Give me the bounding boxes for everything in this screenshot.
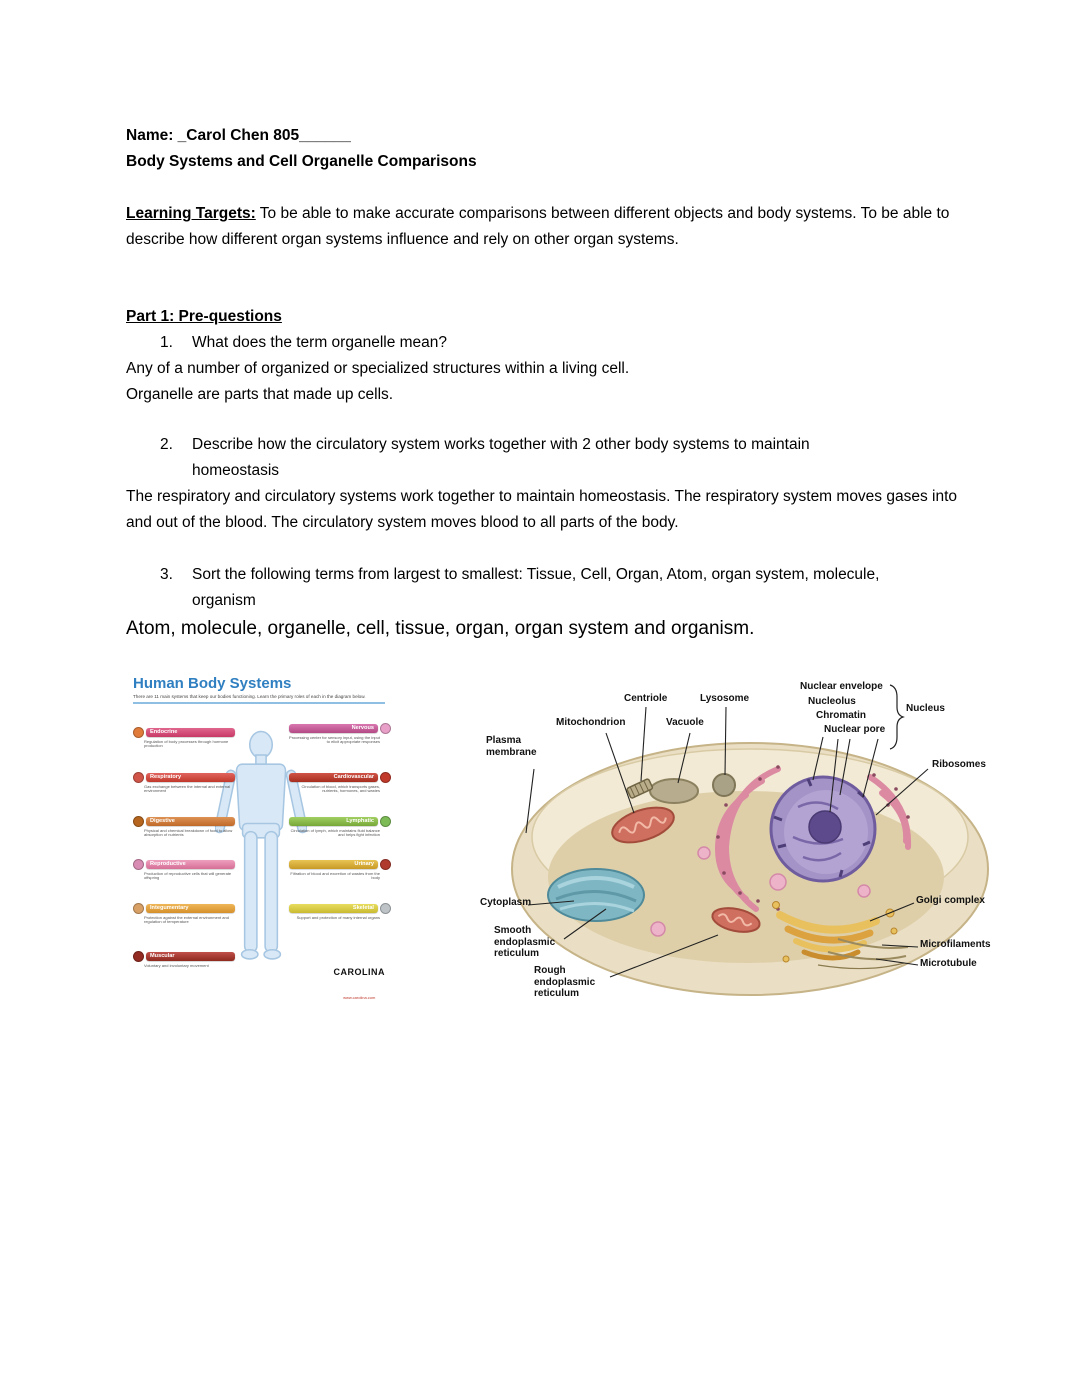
golgi-complex-label: Golgi complex (916, 895, 985, 906)
system-lymphatic (289, 816, 391, 838)
carolina-logo (334, 959, 386, 1011)
poster-subtitle: There are 11 main systems that keep our bodies functioning. Learn the primary roles of each in the diagram below. (133, 694, 366, 699)
cardiovascular-desc: Circulation of blood, which transports gases, nutrients, hormones, and wastes (301, 783, 380, 794)
microfilaments-label: Microfilaments (920, 939, 991, 950)
nucleus-label: Nucleus (906, 703, 945, 714)
muscular-label: Muscular (146, 952, 235, 961)
respiratory-icon (133, 772, 144, 783)
urinary-label: Urinary (289, 860, 378, 869)
digestive-icon (133, 816, 144, 827)
learning-targets-paragraph (126, 201, 961, 253)
poster-body (133, 715, 391, 1013)
images-row (126, 675, 991, 1017)
respiratory-label: Respiratory (146, 773, 235, 782)
animal-cell-diagram (478, 677, 1010, 1017)
name-line: Name: _Carol Chen 805______ (126, 127, 351, 144)
skeletal-icon (380, 903, 391, 914)
document-page (126, 123, 991, 1017)
endocrine-icon (133, 727, 144, 738)
ribosomes-label: Ribosomes (932, 759, 986, 770)
muscular-desc: Voluntary and involuntary movement (144, 962, 209, 968)
answer-1-line-1: Any of a number of organized or specialized structures within a living cell. (126, 360, 630, 377)
question-2-text: Describe how the circulatory system works together with 2 other body systems to maintain homeostasis (192, 436, 810, 479)
lymphatic-label: Lymphatic (289, 817, 378, 826)
cardiovascular-label: Cardiovascular (289, 773, 378, 782)
cytoplasm-label: Cytoplasm (480, 897, 532, 908)
system-respiratory (133, 772, 235, 794)
body-systems-poster (133, 675, 391, 1013)
skeletal-label: Skeletal (289, 904, 378, 913)
skeletal-desc: Support and protection of many internal organs (296, 914, 380, 920)
human-body-silhouette (215, 729, 307, 974)
system-integumentary (133, 903, 235, 925)
question-3-text: Sort the following terms from largest to smallest: Tissue, Cell, Organ, Atom, organ system, molecule, organism (192, 566, 880, 609)
system-skeletal (289, 903, 391, 920)
reproductive-label: Reproductive (146, 860, 235, 869)
cardiovascular-icon (380, 772, 391, 783)
nuclear-envelope-label: Nuclear envelope (800, 681, 883, 692)
reproductive-icon (133, 859, 144, 870)
learning-targets-label: Learning Targets: (126, 205, 256, 222)
digestive-desc: Physical and chemical breakdown of food to allow absorption of nutrients (144, 827, 233, 838)
muscular-icon (133, 951, 144, 962)
urinary-icon (380, 859, 391, 870)
question-1-number: 1. (160, 334, 173, 351)
system-nervous (289, 723, 391, 745)
endocrine-desc: Regulation of body processes through hormone production (144, 738, 229, 749)
chromatin-label: Chromatin (816, 710, 866, 721)
poster-divider (133, 702, 385, 704)
question-3-number: 3. (160, 566, 173, 583)
system-digestive (133, 816, 235, 838)
system-muscular (133, 951, 235, 968)
integumentary-icon (133, 903, 144, 914)
smooth-er-label: Smooth endoplasmic reticulum (494, 925, 556, 959)
answer-1-line-2: Organelle are parts that made up cells. (126, 386, 394, 403)
respiratory-desc: Gas exchange between the internal and external environment (144, 783, 231, 794)
learning-targets-body: To be able to make accurate comparisons between different objects and body systems. To be able to describe how different organ systems influence and rely on other organ systems. (126, 205, 950, 248)
integumentary-desc: Protection against the external environment and regulation of temperature (144, 914, 229, 925)
nucleolus-label: Nucleolus (808, 696, 856, 707)
nervous-icon (380, 723, 391, 734)
digestive-label: Digestive (146, 817, 235, 826)
rough-er-label: Rough endoplasmic reticulum (534, 965, 596, 999)
body-silhouette-svg (215, 729, 307, 965)
part1-heading: Part 1: Pre-questions (126, 308, 282, 325)
system-endocrine (133, 727, 235, 749)
plasma-membrane-label: Plasma membrane (486, 735, 537, 758)
urinary-desc: Filtration of blood and excretion of wastes from the body (290, 870, 380, 881)
nervous-label: Nervous (289, 724, 378, 733)
lysosome-label: Lysosome (700, 693, 750, 704)
system-reproductive (133, 859, 235, 881)
nervous-desc: Processing center for sensory input, using the input to elicit appropriate responses (289, 734, 380, 745)
answer-3: Atom, molecule, organelle, cell, tissue, organ, organ system and organism. (126, 618, 755, 639)
centriole-label: Centriole (624, 693, 668, 704)
lymphatic-desc: Circulation of lymph, which maintains fluid balance and helps fight infection (290, 827, 380, 838)
system-cardiovascular (289, 772, 391, 794)
mitochondrion-label: Mitochondrion (556, 717, 626, 728)
microtubule-label: Microtubule (920, 958, 977, 969)
question-1-text: What does the term organelle mean? (192, 334, 448, 351)
question-1 (126, 330, 961, 356)
carolina-logo-text: CAROLINA (333, 967, 385, 977)
reproductive-desc: Production of reproductive cells that will generate offspring (144, 870, 232, 881)
integumentary-label: Integumentary (146, 904, 235, 913)
lymphatic-icon (380, 816, 391, 827)
document-title: Body Systems and Cell Organelle Comparisons (126, 153, 477, 170)
system-urinary (289, 859, 391, 881)
question-2 (126, 432, 961, 484)
carolina-logo-url: www.carolina.com (343, 995, 376, 1000)
question-3 (126, 562, 961, 614)
question-2-number: 2. (160, 436, 173, 453)
nuclear-pore-label: Nuclear pore (824, 724, 886, 735)
endocrine-label: Endocrine (146, 728, 235, 737)
vacuole-label: Vacuole (666, 717, 704, 728)
poster-title: Human Body Systems (133, 675, 292, 692)
answer-2: The respiratory and circulatory systems work together to maintain homeostasis. The respiratory system moves gases into and out of the blood. The circulatory system moves blood to all parts of the body. (126, 488, 958, 531)
